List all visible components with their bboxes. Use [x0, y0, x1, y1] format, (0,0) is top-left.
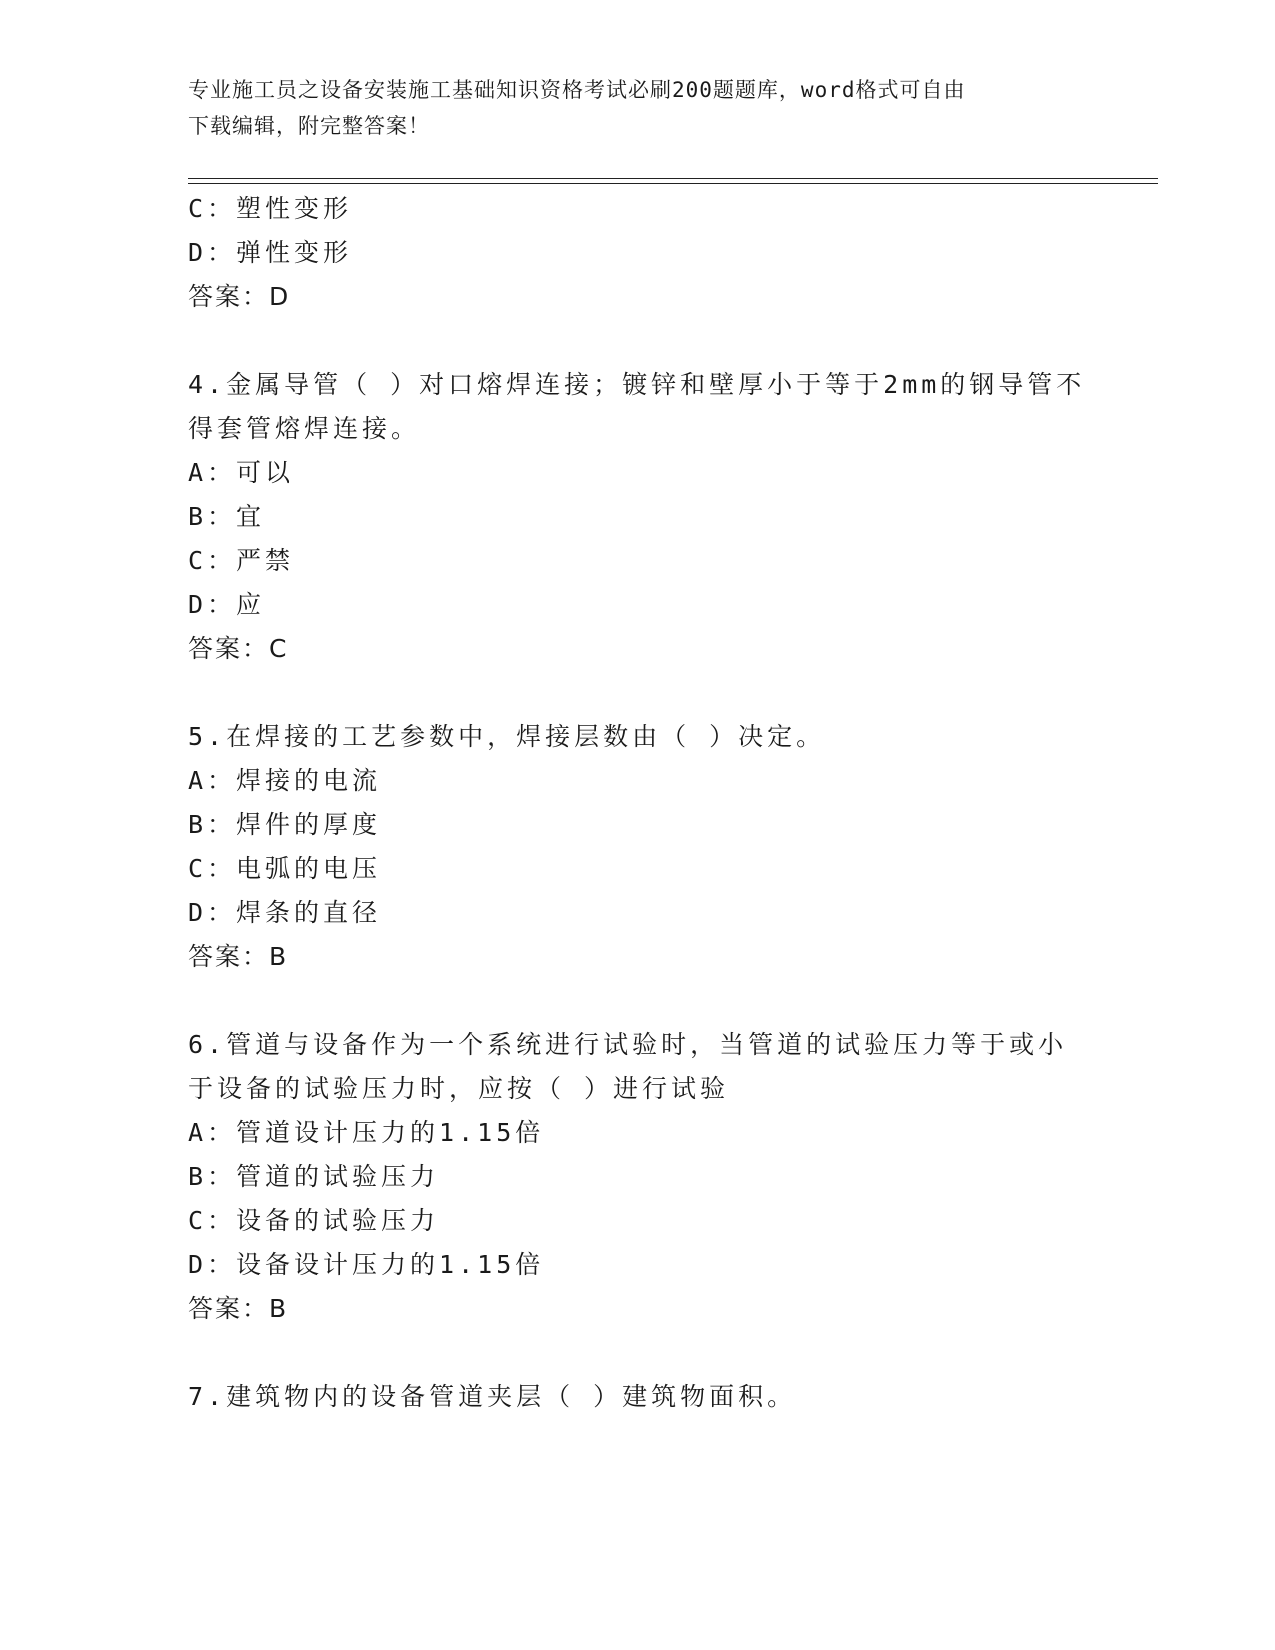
q6-option-a: A：管道设计压力的1.15倍: [188, 1118, 545, 1147]
q3-option-c: C：塑性变形: [188, 194, 353, 223]
header-line-2: 下载编辑，附完整答案！: [188, 114, 430, 138]
q6-answer: 答案：B: [188, 1294, 289, 1323]
header-line-1: 专业施工员之设备安装施工基础知识资格考试必刷200题题库，word格式可自由: [188, 78, 966, 102]
q4-option-c: C：严禁: [188, 546, 295, 575]
q4-stem-line-1: 4.金属导管（ ）对口熔焊连接；镀锌和壁厚小于等于2mm的钢导管不: [188, 370, 1086, 399]
q4-option-a: A：可以: [188, 458, 295, 487]
q4-stem-line-2: 得套管熔焊连接。: [188, 414, 421, 443]
q6-option-b: B：管道的试验压力: [188, 1162, 440, 1191]
q4-option-d: D：应: [188, 590, 266, 619]
header-divider: [188, 178, 1158, 179]
q5-option-a: A：焊接的电流: [188, 766, 382, 795]
q5-option-c: C：电弧的电压: [188, 854, 382, 883]
q6-option-d: D：设备设计压力的1.15倍: [188, 1250, 545, 1279]
q5-option-b: B：焊件的厚度: [188, 810, 382, 839]
q3-answer: 答案：D: [188, 282, 291, 311]
q4-option-b: B：宜: [188, 502, 266, 531]
q5-answer: 答案：B: [188, 942, 289, 971]
q4-answer: 答案：C: [188, 634, 289, 663]
header-divider-second: [188, 183, 1158, 184]
q3-option-d: D：弹性变形: [188, 238, 353, 267]
page-header: [188, 72, 1068, 144]
q5-option-d: D：焊条的直径: [188, 898, 382, 927]
q6-option-c: C：设备的试验压力: [188, 1206, 440, 1235]
q6-stem-line-1: 6.管道与设备作为一个系统进行试验时，当管道的试验压力等于或小: [188, 1030, 1068, 1059]
q5-stem-line-1: 5.在焊接的工艺参数中，焊接层数由（ ）决定。: [188, 722, 826, 751]
q6-stem-line-2: 于设备的试验压力时，应按（ ）进行试验: [188, 1074, 730, 1103]
q7-stem-line-1: 7.建筑物内的设备管道夹层（ ）建筑物面积。: [188, 1382, 797, 1411]
